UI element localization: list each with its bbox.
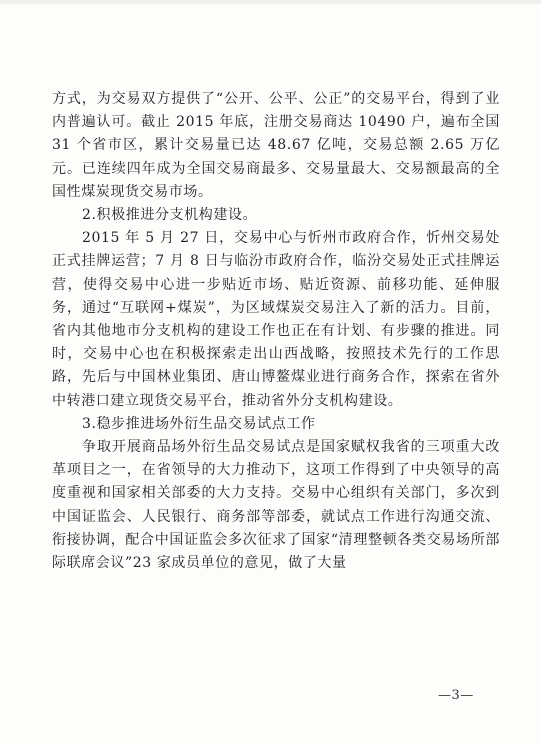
paragraph-branch-construction: 2015 年 5 月 27 日，交易中心与忻州市政府合作，忻州交易处正式挂牌运营；7 月 8 日与临汾市政府合作，临汾交易处正式挂牌运营，使得交易中心进一步贴近市场、贴近资源、前移功能、延伸服务，通过“互联网+煤炭”，为区域煤炭交易注入了新的活力。目前，省内其他地市分支机构的建设工作也正在有计划、有步骤的推进。同时，交易中心也在积极探索走出山西战略，按照技术先行的工作思路，先后与中国林业集团、唐山博鳌煤业进行商务合作，探索在省外中转港口建立现货交易平台，推动省外分支机构建设。 bbox=[52, 230, 500, 409]
document-body bbox=[52, 88, 500, 575]
paragraph-derivatives-pilot: 争取开展商品场外衍生品交易试点是国家赋权我省的三项重大改革项目之一，在省领导的大力推动下，这项工作得到了中央领导的高度重视和国家相关部委的大力支持。交易中心组织有关部门，多次到中国证监会、人民银行、商务部等部委，就试点工作进行沟通交流、衔接协调，配合中国证监会多次征求了国家“清理整顿各类交易场所部际联席会议”23 家成员单位的意见，做了大量 bbox=[52, 439, 500, 572]
paragraph-trading-platform: 方式，为交易双方提供了“公开、公平、公正”的交易平台，得到了业内普遍认可。截止 2015 年底，注册交易商达 10490 户，遍布全国 31 个省市区，累计交易量已达 48.67 亿吨，交易总额 2.65 万亿元。已连续四年成为全国交易商最多、交易量最大、交易额最高的全国性煤炭现货交易市场。 bbox=[52, 91, 500, 200]
page-number: —3— bbox=[438, 688, 474, 703]
heading-branch-construction: 2.积极推进分支机构建设。 bbox=[82, 207, 258, 224]
heading-derivatives-pilot: 3.稳步推进场外衍生品交易试点工作 bbox=[82, 415, 316, 432]
scan-edge bbox=[0, 0, 541, 4]
